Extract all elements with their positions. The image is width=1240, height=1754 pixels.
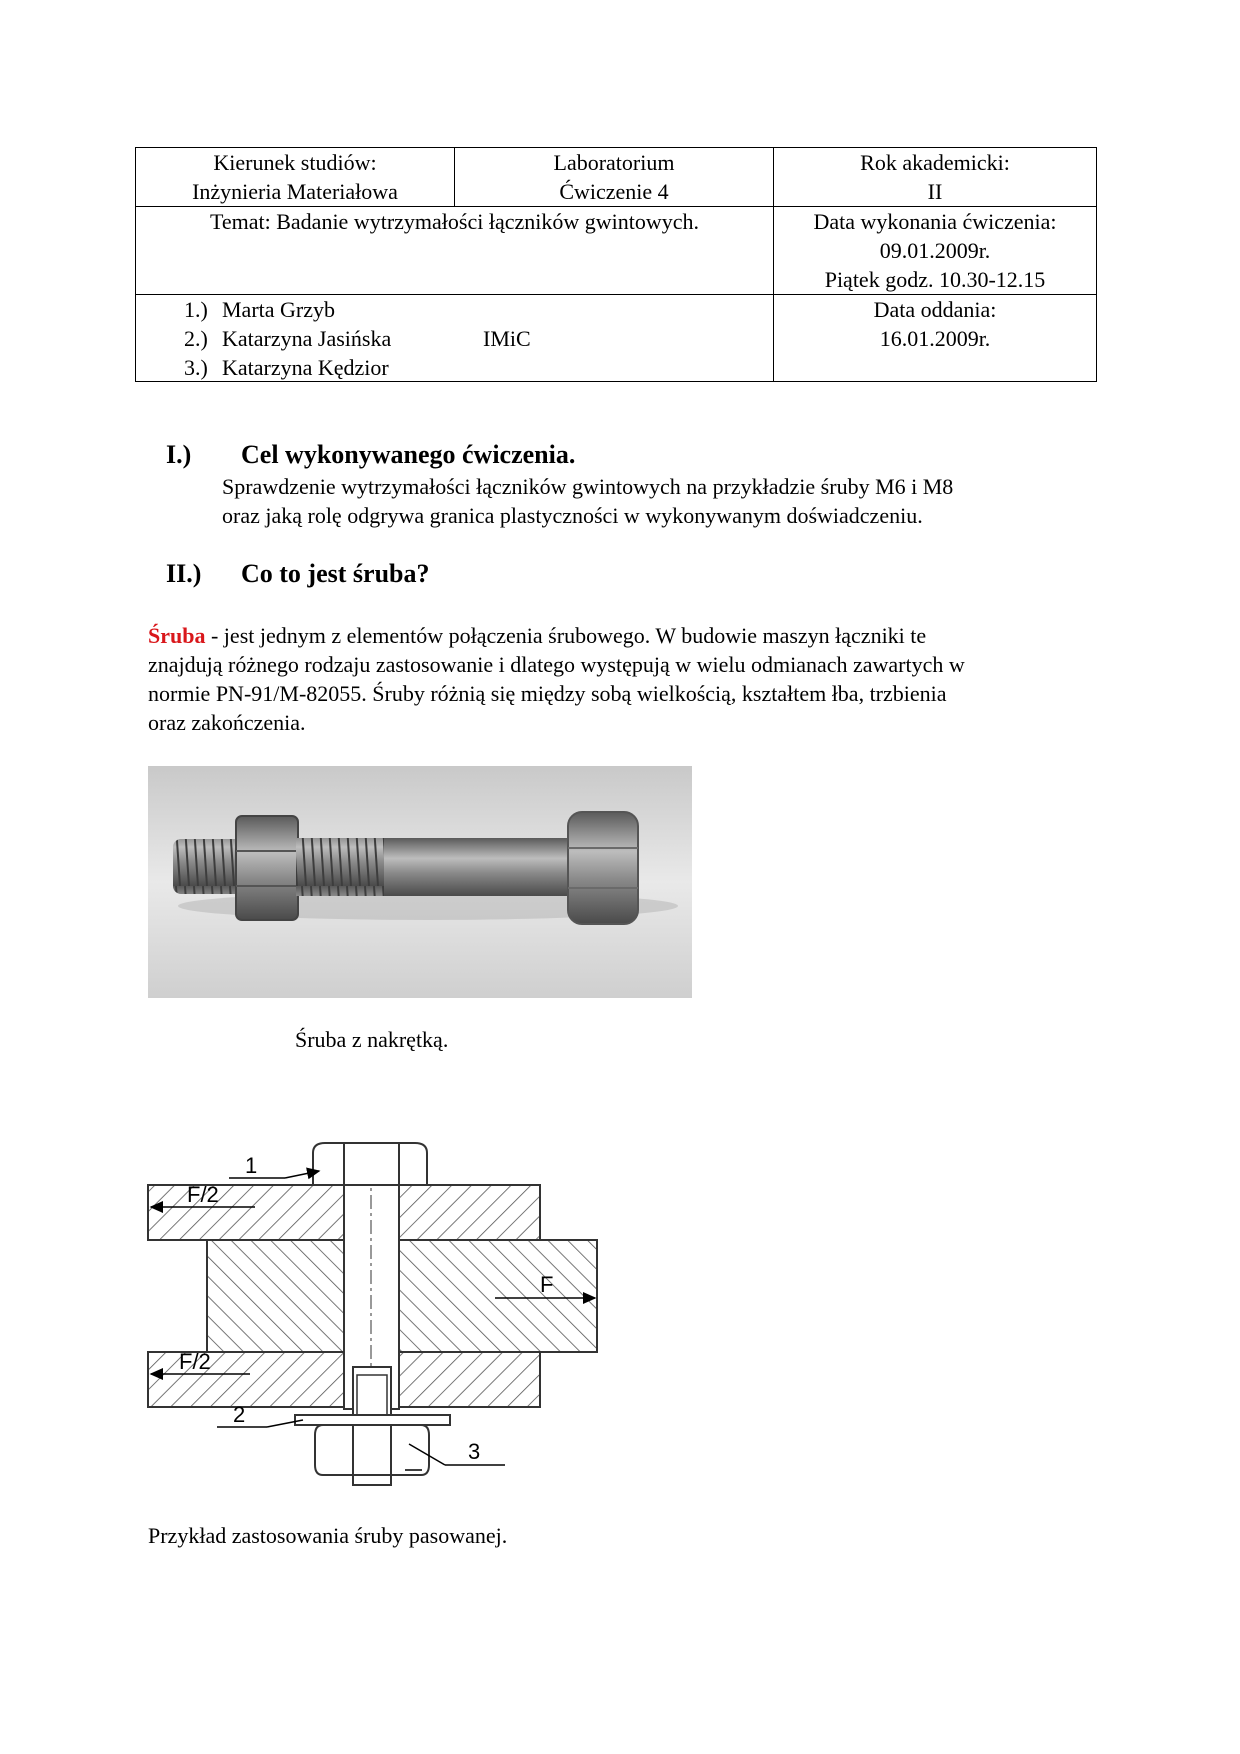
exec-cell xyxy=(774,207,1097,295)
students-cell xyxy=(136,295,774,382)
study-cell xyxy=(136,148,455,207)
bolt-photo xyxy=(148,766,692,998)
lab-cell xyxy=(455,148,774,207)
return-date: 16.01.2009r. xyxy=(879,326,991,351)
year-cell xyxy=(774,148,1097,207)
list-item: 1.) Marta Grzyb xyxy=(184,297,336,322)
study-label: Kierunek studiów: xyxy=(213,150,377,175)
return-cell xyxy=(774,295,1097,382)
header-table xyxy=(135,147,1097,382)
topic: Temat: Badanie wytrzymałości łączników gwintowych. xyxy=(209,209,700,234)
lab-label: Laboratorium xyxy=(553,150,675,175)
section1-body: Sprawdzenie wytrzymałości łączników gwintowych na przykładzie śruby M6 i M8 oraz jaką rolę odgrywa granica plastyczności w wykonywanym doświadczeniu. xyxy=(222,474,954,528)
year-label: Rok akademicki: xyxy=(860,150,1010,175)
section2-number: II.) xyxy=(166,559,202,588)
section1-title: Cel wykonywanego ćwiczenia. xyxy=(241,440,576,469)
figure2-caption: Przykład zastosowania śruby pasowanej. xyxy=(148,1523,508,1548)
figure1-caption: Śruba z nakrętką. xyxy=(295,1027,449,1052)
lab-value: Ćwiczenie 4 xyxy=(559,179,669,204)
section2-title: Co to jest śruba? xyxy=(241,559,430,588)
exec-label: Data wykonania ćwiczenia: xyxy=(813,209,1057,234)
group-name: IMiC xyxy=(483,326,531,351)
topic-cell xyxy=(136,207,774,295)
list-item: 2.) Katarzyna Jasińska xyxy=(184,326,392,351)
label-2: 2 xyxy=(233,1402,246,1427)
label-f: F xyxy=(540,1272,554,1297)
study-value: Inżynieria Materiałowa xyxy=(192,179,398,204)
exec-date: 09.01.2009r. xyxy=(879,238,991,263)
year-value: II xyxy=(927,179,943,204)
label-f-half-bottom: F/2 xyxy=(179,1349,211,1374)
fitted-bolt-diagram xyxy=(145,1135,605,1490)
list-item: 3.) Katarzyna Kędzior xyxy=(184,355,389,380)
term-sruba: Śruba xyxy=(148,623,206,648)
student-list xyxy=(184,295,391,382)
section2-body: Śruba - jest jednym z elementów połączenia śrubowego. W budowie maszyn łączniki te znajdują różnego rodzaju zastosowanie i dlatego występują w wielu odmianach zawartych w normie PN-91/M-82055. Śruby różnią się między sobą wielkością, kształtem łba, trzbienia oraz zakończenia. xyxy=(148,623,965,735)
label-3: 3 xyxy=(468,1439,481,1464)
label-f-half-top: F/2 xyxy=(187,1182,219,1207)
label-1: 1 xyxy=(245,1153,258,1178)
section1-number: I.) xyxy=(166,440,192,469)
exec-time: Piątek godz. 10.30-12.15 xyxy=(824,267,1046,292)
return-label: Data oddania: xyxy=(873,297,997,322)
